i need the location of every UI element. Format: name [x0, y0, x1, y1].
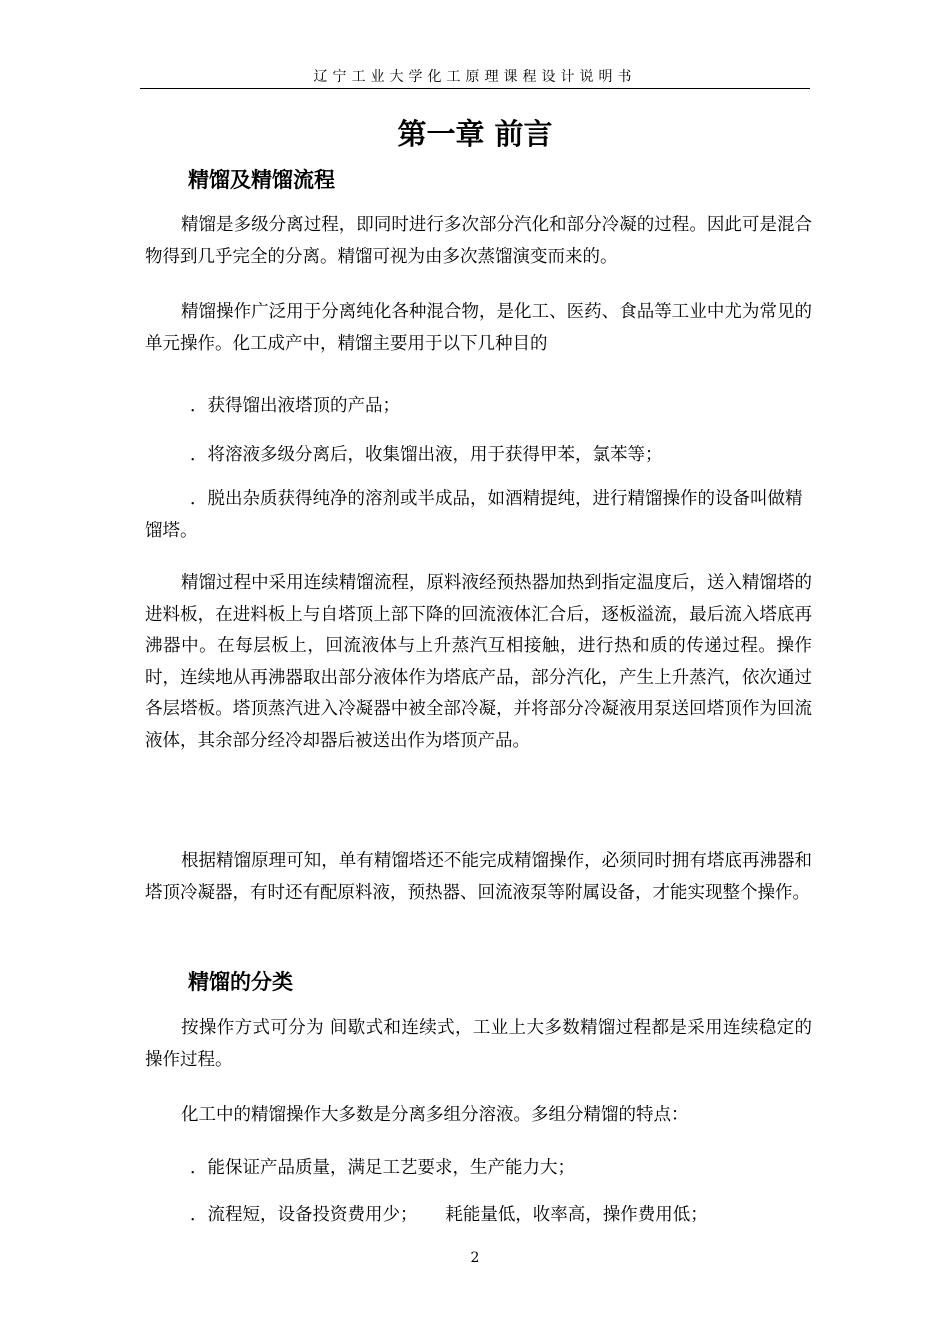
page-number: 2 — [470, 1250, 480, 1266]
paragraph: 精馏是多级分离过程，即同时进行多次部分汽化和部分冷凝的过程。因此可是混合物得到几乎完全的分离。精馏可视为由多次蒸馏演变而来的。 — [145, 215, 812, 267]
section-heading-distillation-classification: 精馏的分类 — [188, 970, 293, 994]
list-item: ．获得馏出液塔顶的产品； — [190, 396, 400, 416]
paragraph: 根据精馏原理可知，单有精馏塔还不能完成精馏操作，必须同时拥有塔底再沸器和塔顶冷凝器，有时还有配原料液，预热器、回流液泵等附属设备，才能实现整个操作。 — [145, 851, 812, 903]
list-item: ．流程短，设备投资费用少； 耗能量低，收率高，操作费用低； — [190, 1205, 708, 1225]
paragraph: 化工中的精馏操作大多数是分离多组分溶液。多组分精馏的特点： — [181, 1105, 689, 1125]
paragraph: 精馏操作广泛用于分离纯化各种混合物，是化工、医药、食品等工业中尤为常见的单元操作。化工成产中，精馏主要用于以下几种目的 — [145, 302, 812, 354]
running-header: 辽宁工业大学化工原理课程设计说明书 — [313, 69, 637, 85]
header-rule — [140, 88, 810, 89]
list-item: ．将溶液多级分离后，收集馏出液，用于获得甲苯，氯苯等； — [190, 445, 663, 465]
list-item: ．能保证产品质量，满足工艺要求，生产能力大； — [190, 1158, 575, 1178]
list-item: ．脱出杂质获得纯净的溶剂或半成品，如酒精提纯，进行精馏操作的设备叫做精馏塔。 — [145, 489, 803, 541]
section-heading-distillation-process: 精馏及精馏流程 — [188, 168, 335, 192]
paragraph: 精馏过程中采用连续精馏流程，原料液经预热器加热到指定温度后，送入精馏塔的进料板，在进料板上与自塔顶上部下降的回流液体汇合后，逐板溢流，最后流入塔底再沸器中。在每层板上，回流液体与上升蒸汽互相接触，进行热和质的传递过程。操作时，连续地从再沸器取出部分液体作为塔底产品，部分汽化，产生上升蒸汽，依次通过各层塔板。塔顶蒸汽进入冷凝器中被全部冷凝，并将部分冷凝液用泵送回塔顶作为回流液体，其余部分经冷却器后被送出作为塔顶产品。 — [145, 573, 812, 751]
chapter-title: 第一章 前言 — [397, 117, 553, 151]
paragraph: 按操作方式可分为 间歇式和连续式，工业上大多数精馏过程都是采用连续稳定的操作过程。 — [145, 1018, 812, 1070]
